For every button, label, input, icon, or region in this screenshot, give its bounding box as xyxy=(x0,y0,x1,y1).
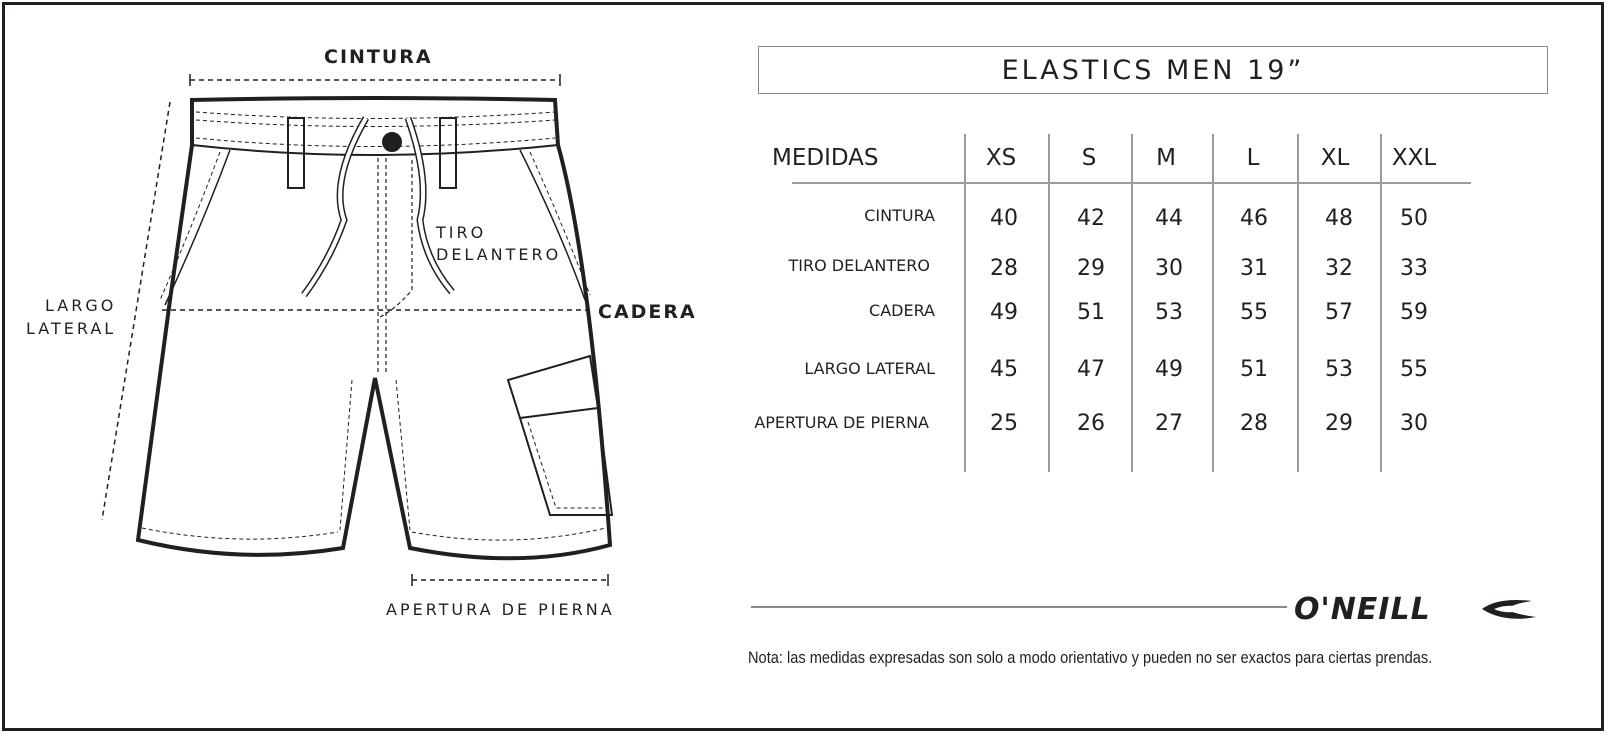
table-cell: 33 xyxy=(1400,256,1428,281)
table-cell: 28 xyxy=(990,256,1018,281)
label-apertura: APERTURA DE PIERNA xyxy=(386,600,615,619)
row-label-largo-lateral: LARGO LATERAL xyxy=(804,359,935,378)
shorts-diagram xyxy=(0,0,720,737)
label-cintura: CINTURA xyxy=(324,46,433,68)
row-label-tiro-delantero: TIRO DELANTERO xyxy=(788,256,930,275)
table-cell: 57 xyxy=(1325,300,1353,325)
table-cell: 32 xyxy=(1325,256,1353,281)
table-cell: 48 xyxy=(1325,206,1353,231)
header-size-l: L xyxy=(1246,145,1260,171)
table-cell: 46 xyxy=(1240,206,1268,231)
row-label-apertura-de-pierna: APERTURA DE PIERNA xyxy=(754,413,929,432)
table-cell: 29 xyxy=(1077,256,1105,281)
table-cell: 50 xyxy=(1400,206,1428,231)
table-cell: 44 xyxy=(1155,206,1183,231)
table-title: ELASTICS MEN 19” xyxy=(758,46,1548,94)
label-largo-line2: LATERAL xyxy=(26,319,117,338)
shorts-outline xyxy=(138,98,610,558)
button xyxy=(383,133,401,151)
table-cell: 53 xyxy=(1155,300,1183,325)
label-tiro-line1: TIRO xyxy=(436,223,487,242)
table-cell: 47 xyxy=(1077,357,1105,382)
table-cell: 55 xyxy=(1240,300,1268,325)
table-cell: 30 xyxy=(1400,411,1428,436)
table-cell: 31 xyxy=(1240,256,1268,281)
label-cadera: CADERA xyxy=(598,301,697,323)
pocket-left xyxy=(165,150,230,305)
row-label-cintura: CINTURA xyxy=(864,206,935,225)
table-cell: 30 xyxy=(1155,256,1183,281)
header-medidas: MEDIDAS xyxy=(772,145,879,171)
label-tiro-line2: DELANTERO xyxy=(436,245,562,264)
cargo-pocket xyxy=(508,356,598,418)
table-cell: 40 xyxy=(990,206,1018,231)
header-size-m: M xyxy=(1156,145,1176,171)
wave-logo-icon xyxy=(1480,597,1538,621)
table-cell: 45 xyxy=(990,357,1018,382)
column-divider xyxy=(1048,134,1050,472)
row-label-cadera: CADERA xyxy=(869,301,935,320)
drawstring xyxy=(304,118,366,295)
table-cell: 51 xyxy=(1240,357,1268,382)
oneill-logo: O'NEILL xyxy=(1294,592,1431,627)
header-size-xs: XS xyxy=(985,145,1017,171)
header-size-s: S xyxy=(1081,145,1097,171)
table-cell: 25 xyxy=(990,411,1018,436)
label-largo-line1: LARGO xyxy=(45,296,117,315)
table-cell: 59 xyxy=(1400,300,1428,325)
table-cell: 49 xyxy=(990,300,1018,325)
table-cell: 42 xyxy=(1077,206,1105,231)
disclaimer-note: Nota: las medidas expresadas son solo a modo orientativo y pueden no ser exactos para ciertas prendas. xyxy=(748,648,1433,667)
table-cell: 29 xyxy=(1325,411,1353,436)
table-cell: 51 xyxy=(1077,300,1105,325)
table-cell: 28 xyxy=(1240,411,1268,436)
header-size-xxl: XXL xyxy=(1391,145,1437,171)
header-size-xl: XL xyxy=(1320,145,1350,171)
table-cell: 49 xyxy=(1155,357,1183,382)
footer-rule xyxy=(751,606,1287,608)
table-cell: 53 xyxy=(1325,357,1353,382)
waistband xyxy=(192,145,558,155)
table-cell: 27 xyxy=(1155,411,1183,436)
table-cell: 26 xyxy=(1077,411,1105,436)
table-cell: 55 xyxy=(1400,357,1428,382)
